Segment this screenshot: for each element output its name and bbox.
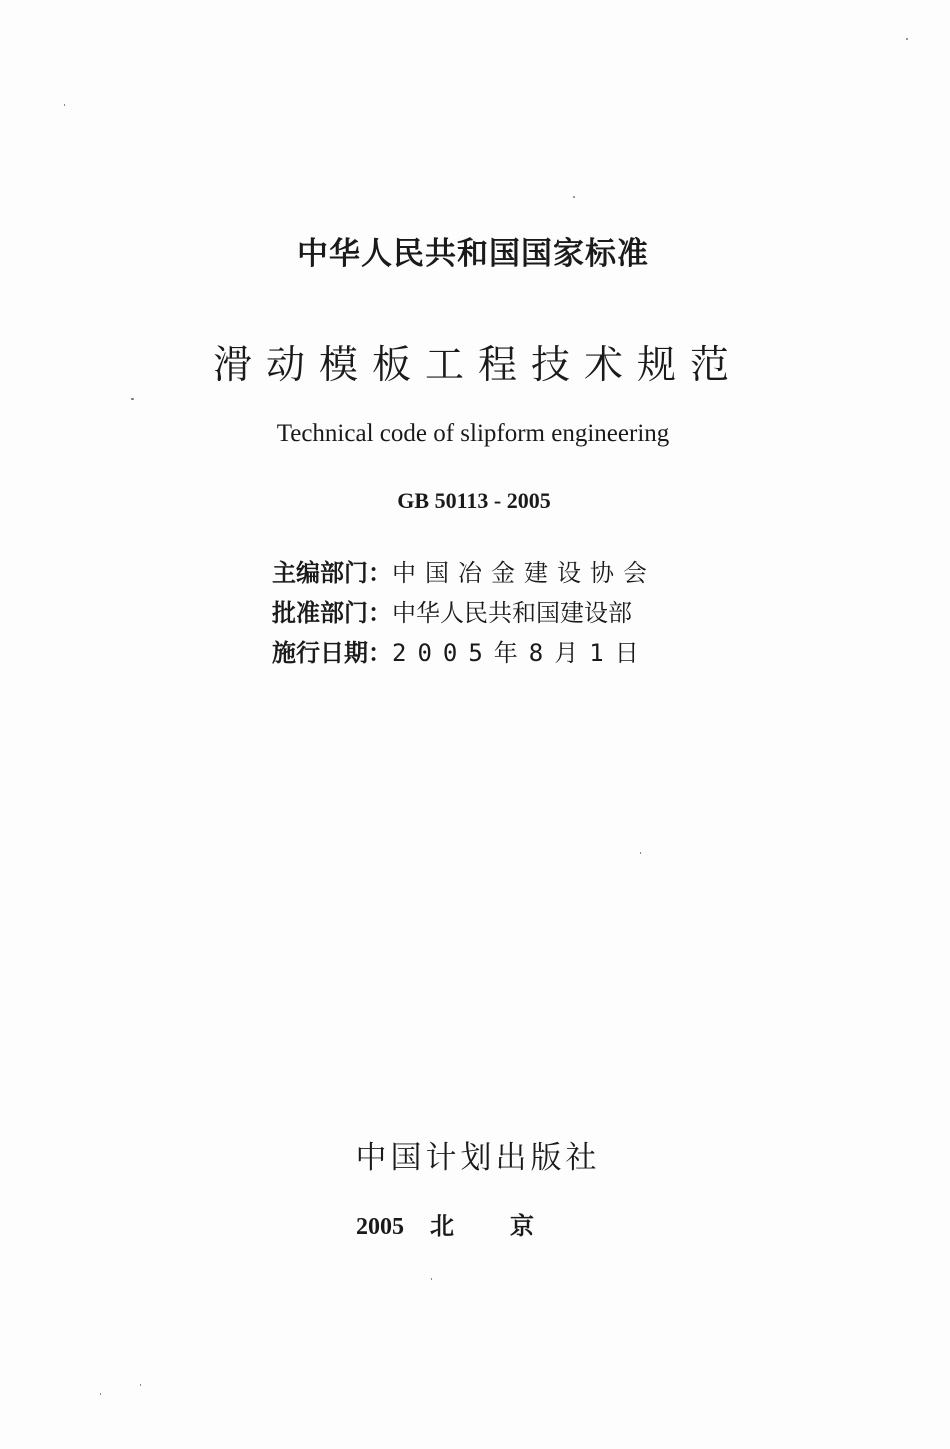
editor-value: 中国冶金建设协会 [392,559,656,587]
scan-speck [906,38,908,40]
publication-city: 北京 [430,1214,590,1240]
approver-row [272,593,656,633]
effective-date-row [272,633,656,673]
scan-speck [64,104,65,106]
editor-label: 主编部门： [272,559,392,587]
publication-line [0,1206,948,1241]
scan-speck [100,1393,101,1395]
approver-label: 批准部门： [272,599,392,627]
scan-speck [573,196,575,198]
title-english: Technical code of slipform engineering [276,420,670,447]
publisher-name: 中国计划出版社 [355,1140,601,1176]
editor-row [272,553,656,593]
effective-date-label: 施行日期： [272,639,392,667]
scan-speck [640,852,641,854]
scan-speck [140,1384,141,1386]
approver-value: 中华人民共和国建设部 [392,599,632,627]
effective-date-value: 2005年8月1日 [392,639,650,667]
scan-speck [431,1278,432,1280]
scan-speck [131,398,134,400]
standard-code: GB 50113 - 2005 [397,488,551,513]
title-chinese: 滑动模板工程技术规范 [212,343,743,388]
standard-heading: 中华人民共和国国家标准 [297,236,649,272]
standard-metadata [272,553,656,673]
publication-year: 2005 [356,1214,404,1240]
